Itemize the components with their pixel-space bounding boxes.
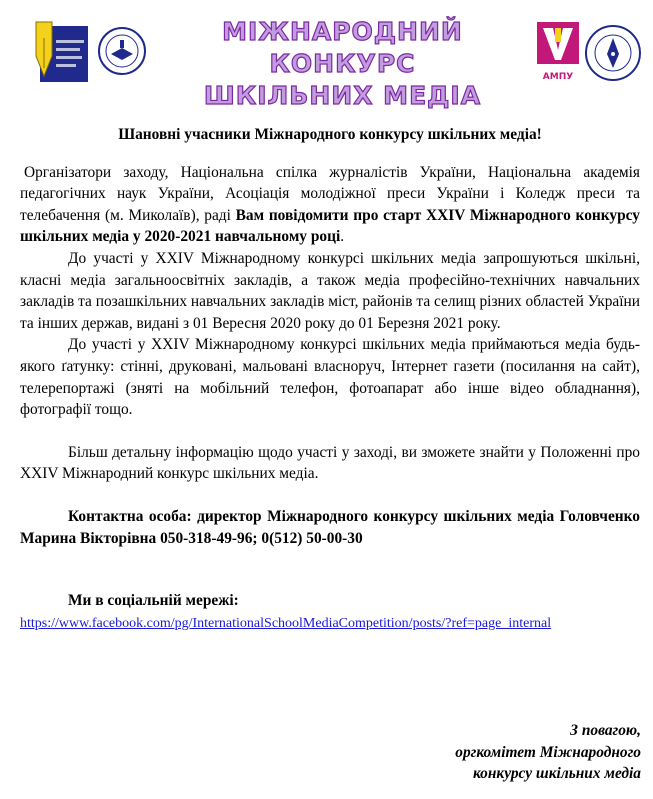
participation-paragraph: До участі у XXIV Міжнародному конкурсі шкільних медіа запрошуються шкільні, класні медіа загальноосвітніх закладів, а також медіа професійно-технічних навчальних закладів та позашкільних навчальних закладів міст, районів та селищ різних областей України та інших держав, видані з 01 Вересня 2020 року до 01 Березня 2021 року. [20, 249, 640, 332]
banner-line-1: МІЖНАРОДНИЙ КОНКУРС [222, 17, 463, 78]
closing-line-2: оргкомітет Міжнародного [455, 743, 641, 761]
banner-title [150, 16, 535, 112]
details-paragraph: Більш детальну інформацію щодо участі у заході, ви зможете знайти у Положенні про XXIV Міжнародний конкурс шкільних медіа. [20, 443, 640, 483]
banner-line-2: ШКІЛЬНИХ МЕДІА [203, 81, 482, 110]
facebook-link[interactable]: https://www.facebook.com/pg/InternationalSchoolMediaCompetition/posts/?ref=page_internal [20, 615, 552, 631]
contact-paragraph: Контактна особа: директор Міжнародного конкурсу шкільних медіа Головченко Марина Вікторівна 050-318-49-96; 0(512) 50-00-30 [20, 507, 640, 547]
letter-body [20, 124, 640, 634]
intro-text: Організатори заходу, Національна спілка журналістів України, Національна академія педагогічних наук України, Асоціація молодіжної преси України і Коледж преси та телебачення (м. Миколаїв), раді [20, 163, 640, 224]
pen-nib-logo [30, 18, 90, 86]
greeting: Шановні учасники Міжнародного конкурсу шкільних медіа! [118, 126, 542, 143]
intro-paragraph [20, 162, 640, 248]
intro-bold: Вам повідомити про старт XXIV Міжнародного конкурсу шкільних медіа у 2020-2021 навчальному році [20, 206, 641, 246]
social-heading: Ми в соціальній мережі: [68, 592, 239, 610]
intro-end: . [340, 228, 345, 246]
college-seal-logo [584, 24, 642, 82]
ampu-logo [535, 20, 581, 80]
closing-line-1: З повагою, [570, 722, 641, 739]
ampu-caption: АМПУ [542, 72, 574, 82]
academy-seal-logo [97, 24, 147, 78]
closing-line-3: конкурсу шкільних медіа [472, 765, 641, 783]
media-types-paragraph: До участі у XXIV Міжнародному конкурсі шкільних медіа приймаються медіа будь-якого ґатунку: стінні, друковані, мальовані власноруч, Інтернет газети (посилання на сайт), телерепортажі (зняті на мобільний телефон, фотоапарат або інше відео обладнання), фотографії тощо. [20, 336, 640, 419]
closing-signature [455, 720, 641, 785]
header [0, 0, 653, 110]
ampu-emblem-icon [535, 20, 581, 66]
